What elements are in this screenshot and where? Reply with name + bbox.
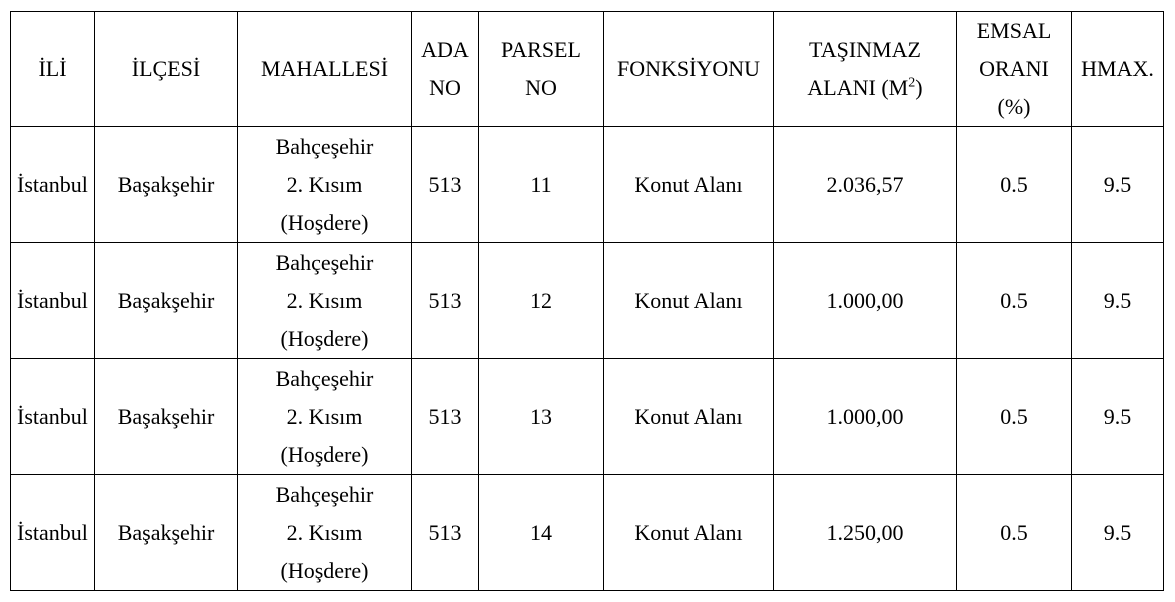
cell-il: İstanbul bbox=[11, 475, 95, 591]
cell-ada: 513 bbox=[412, 475, 479, 591]
header-tasinmaz-alani: TAŞINMAZ ALANI $(M^2)$ bbox=[774, 12, 957, 127]
cell-hmax: 9.5 bbox=[1072, 243, 1164, 359]
cell-hmax: 9.5 bbox=[1072, 359, 1164, 475]
cell-mahalle: Bahçeşehir 2. Kısım (Hoşdere) bbox=[238, 243, 412, 359]
cell-fonksiyon: Konut Alanı bbox=[604, 127, 774, 243]
header-emsal-orani: EMSAL ORANI (%) bbox=[957, 12, 1072, 127]
cell-mahalle: Bahçeşehir 2. Kısım (Hoşdere) bbox=[238, 359, 412, 475]
cell-alan: 1.250,00 bbox=[774, 475, 957, 591]
cell-il: İstanbul bbox=[11, 127, 95, 243]
cell-il: İstanbul bbox=[11, 359, 95, 475]
cell-fonksiyon: Konut Alanı bbox=[604, 359, 774, 475]
cell-mahalle: Bahçeşehir 2. Kısım (Hoşdere) bbox=[238, 475, 412, 591]
cell-mahalle: Bahçeşehir 2. Kısım (Hoşdere) bbox=[238, 127, 412, 243]
header-ilce: İLÇESİ bbox=[95, 12, 238, 127]
cell-alan: 2.036,57 bbox=[774, 127, 957, 243]
cell-parsel: 11 bbox=[479, 127, 604, 243]
cell-parsel: 12 bbox=[479, 243, 604, 359]
header-row bbox=[11, 12, 1164, 127]
cell-il: İstanbul bbox=[11, 243, 95, 359]
cell-emsal: 0.5 bbox=[957, 127, 1072, 243]
cell-alan: 1.000,00 bbox=[774, 359, 957, 475]
cell-ada: 513 bbox=[412, 243, 479, 359]
cell-fonksiyon: Konut Alanı bbox=[604, 243, 774, 359]
cell-hmax: 9.5 bbox=[1072, 127, 1164, 243]
table-row bbox=[11, 475, 1164, 591]
cell-hmax: 9.5 bbox=[1072, 475, 1164, 591]
header-fonksiyon: FONKSİYONU bbox=[604, 12, 774, 127]
table-row bbox=[11, 359, 1164, 475]
cell-ada: 513 bbox=[412, 127, 479, 243]
cell-alan: 1.000,00 bbox=[774, 243, 957, 359]
cell-ilce: Başakşehir bbox=[95, 475, 238, 591]
cell-parsel: 13 bbox=[479, 359, 604, 475]
cell-ilce: Başakşehir bbox=[95, 359, 238, 475]
table-row bbox=[11, 243, 1164, 359]
table-row bbox=[11, 127, 1164, 243]
header-parsel-no: PARSEL NO bbox=[479, 12, 604, 127]
header-ada-no: ADA NO bbox=[412, 12, 479, 127]
cell-fonksiyon: Konut Alanı bbox=[604, 475, 774, 591]
cell-ilce: Başakşehir bbox=[95, 243, 238, 359]
cell-emsal: 0.5 bbox=[957, 475, 1072, 591]
header-il: İLİ bbox=[11, 12, 95, 127]
cell-parsel: 14 bbox=[479, 475, 604, 591]
parcel-table bbox=[10, 11, 1164, 591]
cell-ada: 513 bbox=[412, 359, 479, 475]
cell-emsal: 0.5 bbox=[957, 359, 1072, 475]
header-hmax: HMAX. bbox=[1072, 12, 1164, 127]
cell-emsal: 0.5 bbox=[957, 243, 1072, 359]
cell-ilce: Başakşehir bbox=[95, 127, 238, 243]
header-mahalle: MAHALLESİ bbox=[238, 12, 412, 127]
